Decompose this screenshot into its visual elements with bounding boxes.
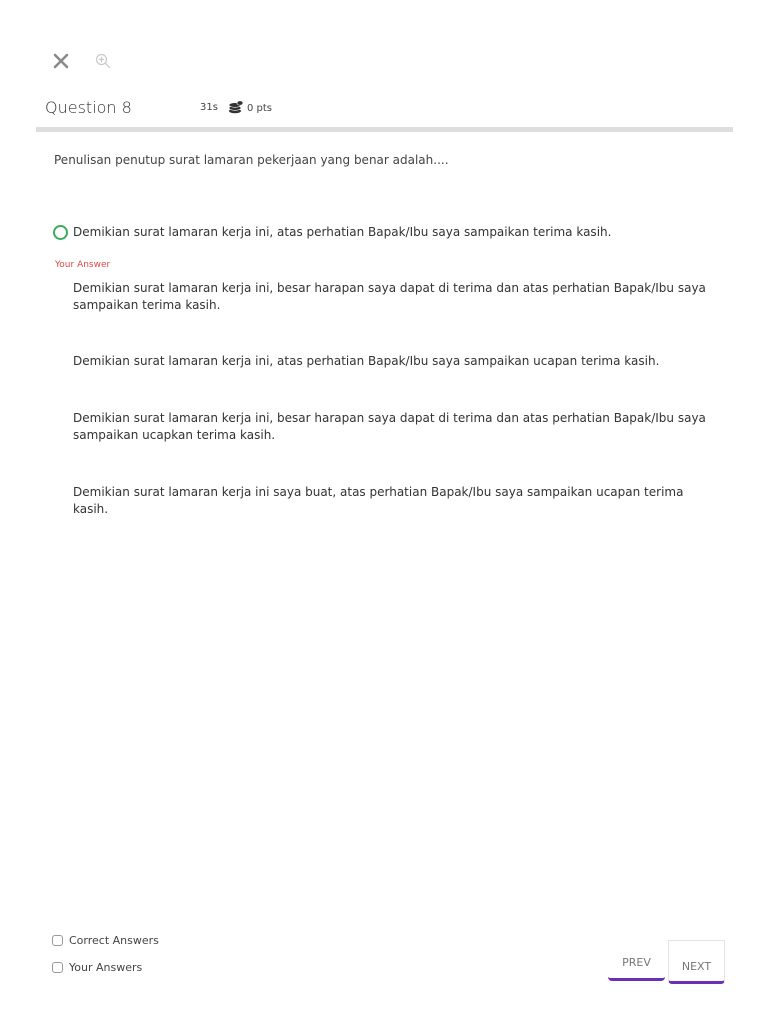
legend-your-answers	[52, 961, 142, 974]
question-text: Penulisan penutup surat lamaran pekerjaan yang benar adalah....	[54, 153, 449, 167]
legend-correct-answers	[52, 934, 159, 947]
toolbar	[50, 50, 112, 72]
answer-option-1[interactable]: Demikian surat lamaran kerja ini, atas perhatian Bapak/Ibu saya sampaikan terima kasih.	[73, 225, 612, 239]
points-text: 0 pts	[247, 103, 273, 114]
zoom-in-icon[interactable]	[94, 52, 112, 70]
correct-answers-label: Correct Answers	[69, 934, 159, 947]
timer: 31s	[200, 102, 218, 113]
correct-answers-checkbox[interactable]	[52, 935, 63, 946]
option-radio-selected[interactable]	[53, 225, 68, 240]
next-button[interactable]: NEXT	[668, 940, 725, 984]
answer-option-2[interactable]: Demikian surat lamaran kerja ini, besar harapan saya dapat di terima dan atas perhatian Bapak/Ibu saya sampaikan terima kasih.	[73, 281, 706, 312]
your-answer-label: Your Answer	[55, 260, 111, 270]
close-icon[interactable]	[50, 50, 72, 72]
answer-option-4[interactable]: Demikian surat lamaran kerja ini, besar harapan saya dapat di terima dan atas perhatian Bapak/Ibu saya sampaikan ucapkan terima kasih.	[73, 411, 706, 442]
prev-button[interactable]: PREV	[608, 940, 665, 981]
your-answers-label: Your Answers	[69, 961, 143, 974]
points-indicator	[228, 100, 272, 117]
coins-icon	[228, 100, 244, 117]
question-number: Question 8	[45, 98, 132, 117]
your-answers-checkbox[interactable]	[52, 962, 63, 973]
answer-option-3[interactable]: Demikian surat lamaran kerja ini, atas perhatian Bapak/Ibu saya sampaikan ucapan terima kasih.	[73, 354, 660, 368]
question-header	[36, 94, 733, 132]
answer-option-5[interactable]: Demikian surat lamaran kerja ini saya buat, atas perhatian Bapak/Ibu saya sampaikan ucapan terima kasih.	[73, 485, 684, 516]
